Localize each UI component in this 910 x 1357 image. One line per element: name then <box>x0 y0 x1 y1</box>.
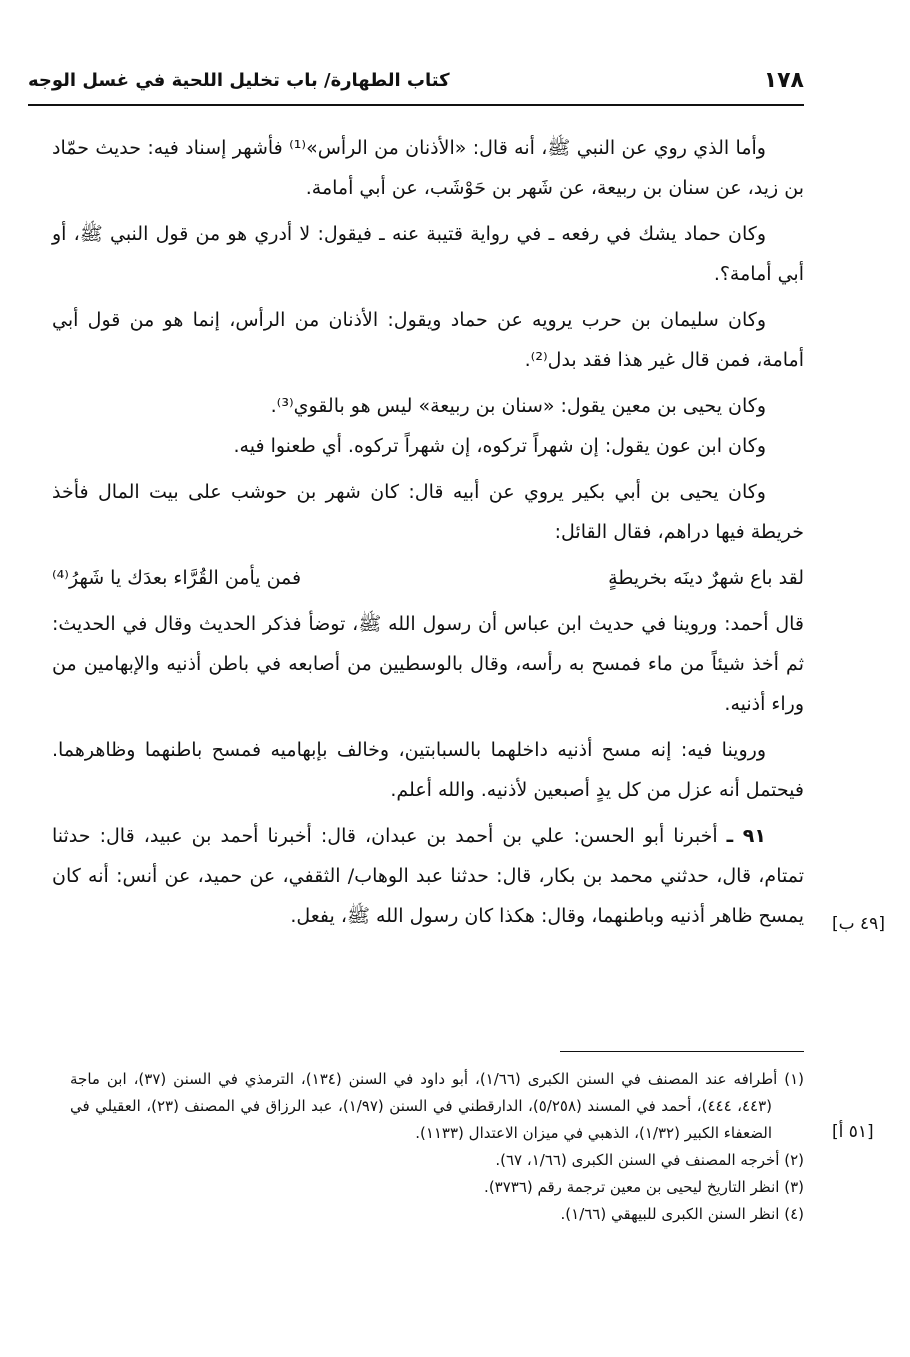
paragraph-4: وكان يحيى بن معين يقول: «سنان بن ربيعة» ليس هو بالقوي⁽³⁾. <box>270 395 766 417</box>
hadith-text: أخبرنا أبو الحسن: علي بن أحمد بن عبدان، قال: أخبرنا أحمد بن عبيد، قال: حدثنا تمتام، قال، حدثني محمد بن بكار، قال: حدثنا عبد الوهاب/ الثقفي، عن حميد، عن أنس: أنه كان يمسح ظاهر أذنيه وباطنهما، وقال: هكذا كان رسول الله ﷺ، يفعل. <box>52 825 804 927</box>
page-number: ١٧٨ <box>763 68 804 93</box>
main-text <box>52 128 804 942</box>
footnote-4: (٤) انظر السنن الكبرى للبيهقي (١/٦٦). <box>560 1205 804 1223</box>
margin-note-49b: [٤٩ ب] <box>832 914 885 934</box>
header-rule <box>28 104 804 106</box>
footnotes <box>70 1066 804 1228</box>
paragraph-1: وأما الذي روي عن النبي ﷺ، أنه قال: «الأذنان من الرأس»⁽¹⁾ فأشهر إسناد فيه: حديث حمّاد بن زيد، عن سنان بن ربيعة، عن شَهر بن حَوْشَب، عن أبي أمامة. <box>52 137 804 199</box>
verse-second-hemistich: فمن يأمن القُرَّاء بعدَك يا شَهرُ⁽⁴⁾ <box>52 567 302 589</box>
paragraph-2: وكان حماد يشك في رفعه ـ في رواية قتيبة عنه ـ فيقول: لا أدري هو من قول النبي ﷺ، أو أبي أمامة؟. <box>52 223 804 285</box>
footnote-1: (١) أطرافه عند المصنف في السنن الكبرى (١/٦٦)، أبو داود في السنن (١٣٤)، الترمذي في السنن (٣٧)، ابن ماجة (٤٤٣، ٤٤٤)، أحمد في المسند (٥/٢٥٨)، الدارقطني في السنن (١/٩٧)، عبد الرزاق في المصنف (٢٣)، العقيلي في الضعفاء الكبير (١/٣٢)، الذهبي في ميزان الاعتدال (١١٣٣). <box>70 1070 805 1142</box>
margin-note-51a: [٥١ أ] <box>832 1122 874 1142</box>
paragraph-3: وكان سليمان بن حرب يرويه عن حماد ويقول: الأذنان من الرأس، إنما هو من قول أبي أمامة، فمن قال غير هذا فقد بدل⁽²⁾. <box>52 309 804 371</box>
paragraph-9 <box>52 816 804 936</box>
verse-first-hemistich: لقد باع شهرٌ دينَه بخريطةٍ <box>608 567 804 589</box>
running-title: كتاب الطهارة/ باب تخليل اللحية في غسل الوجه <box>28 70 450 91</box>
hadith-number: ٩١ ـ <box>726 825 766 847</box>
paragraph-5: وكان ابن عون يقول: إن شهراً تركوه، إن شهراً تركوه. أي طعنوا فيه. <box>233 435 766 457</box>
footnote-3: (٣) انظر التاريخ ليحيى بن معين ترجمة رقم (٣٧٣٦). <box>484 1178 804 1196</box>
paragraph-6: وكان يحيى بن أبي بكير يروي عن أبيه قال: كان شهر بن حوشب على بيت المال فأخذ خريطة فيها دراهم، فقال القائل: <box>52 481 804 543</box>
footnote-2: (٢) أخرجه المصنف في السنن الكبرى (١/٦٦، ٦٧). <box>495 1151 804 1169</box>
paragraph-7: قال أحمد: وروينا في حديث ابن عباس أن رسول الله ﷺ، توضأ فذكر الحديث وقال في الحديث: ثم أخذ شيئاً من ماء فمسح به رأسه، وقال بالوسطيين من أصابعه في باطن أذنيه والإبهامين من وراء أذنيه. <box>52 613 804 715</box>
footnote-rule <box>560 1051 804 1052</box>
page-header <box>28 66 804 100</box>
paragraph-8: وروينا فيه: إنه مسح أذنيه داخلهما بالسبابتين، وخالف بإبهاميه فمسح باطنهما وظاهرهما. فيحتمل أنه عزل من كل يدٍ أصبعين لأذنيه. والله أعلم. <box>52 739 804 801</box>
poetry-verse <box>52 558 804 598</box>
